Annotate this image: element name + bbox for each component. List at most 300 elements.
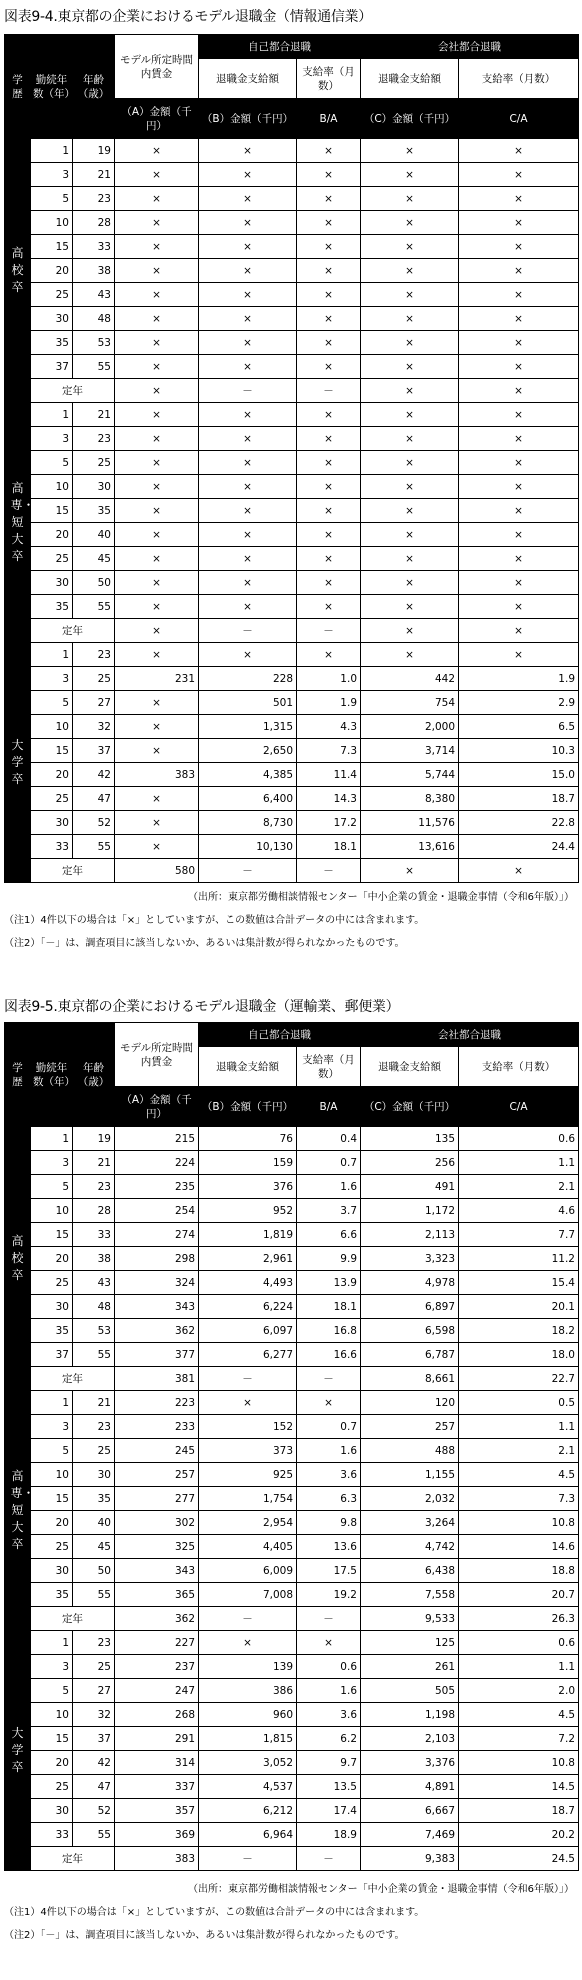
years-cell: 35 <box>31 595 73 619</box>
years-cell: 15 <box>31 499 73 523</box>
teinen-label: 定年 <box>31 859 115 883</box>
age-cell: 27 <box>73 1679 115 1703</box>
kaisha-amount-cell: × <box>361 859 459 883</box>
header-kaisha: 会社都合退職 <box>361 35 579 59</box>
table-row <box>5 283 579 307</box>
age-cell: 28 <box>73 211 115 235</box>
kaisha-amount-cell: × <box>361 403 459 427</box>
jiko-rate-cell: 4.3 <box>297 715 361 739</box>
kaisha-rate-cell: 24.4 <box>459 835 579 859</box>
kaisha-amount-cell: 13,616 <box>361 835 459 859</box>
kaisha-amount-cell: 8,380 <box>361 787 459 811</box>
education-label <box>5 139 31 403</box>
jiko-rate-cell: 9.7 <box>297 1751 361 1775</box>
model-pay-cell: 223 <box>115 1391 199 1415</box>
kaisha-rate-cell: 20.1 <box>459 1295 579 1319</box>
jiko-rate-cell: 17.4 <box>297 1799 361 1823</box>
kaisha-amount-cell: 1,155 <box>361 1463 459 1487</box>
jiko-rate-cell: × <box>297 547 361 571</box>
years-cell: 30 <box>31 811 73 835</box>
kaisha-rate-cell: 18.7 <box>459 787 579 811</box>
kaisha-amount-cell: 1,198 <box>361 1703 459 1727</box>
header-model-pay: モデル所定時間内賃金 <box>115 35 199 99</box>
kaisha-rate-cell: × <box>459 331 579 355</box>
kaisha-rate-cell: 26.3 <box>459 1607 579 1631</box>
model-pay-cell: × <box>115 427 199 451</box>
kaisha-rate-cell: 1.9 <box>459 667 579 691</box>
jiko-amount-cell: 8,730 <box>199 811 297 835</box>
table-row <box>5 1175 579 1199</box>
table-row <box>5 571 579 595</box>
kaisha-amount-cell: 3,714 <box>361 739 459 763</box>
jiko-rate-cell: × <box>297 499 361 523</box>
jiko-amount-cell: 228 <box>199 667 297 691</box>
years-cell: 10 <box>31 1463 73 1487</box>
kaisha-amount-cell: 505 <box>361 1679 459 1703</box>
kaisha-rate-cell: 24.5 <box>459 1847 579 1871</box>
kaisha-amount-cell: 7,469 <box>361 1823 459 1847</box>
kaisha-rate-cell: × <box>459 187 579 211</box>
jiko-amount-cell: 6,009 <box>199 1559 297 1583</box>
kaisha-rate-cell: 18.8 <box>459 1559 579 1583</box>
years-cell: 25 <box>31 1535 73 1559</box>
jiko-rate-cell: 18.1 <box>297 835 361 859</box>
jiko-amount-cell: 4,405 <box>199 1535 297 1559</box>
model-pay-cell: × <box>115 643 199 667</box>
jiko-rate-cell: － <box>297 859 361 883</box>
model-pay-cell: × <box>115 355 199 379</box>
table-row <box>5 403 579 427</box>
kaisha-amount-cell: × <box>361 523 459 547</box>
age-cell: 48 <box>73 1295 115 1319</box>
header-years: 勤続年数（年） <box>31 1023 73 1127</box>
age-cell: 55 <box>73 835 115 859</box>
table-row <box>5 187 579 211</box>
kaisha-amount-cell: 2,113 <box>361 1223 459 1247</box>
model-pay-cell: × <box>115 715 199 739</box>
header-a: （A）金額（千円） <box>115 99 199 139</box>
kaisha-rate-cell: × <box>459 259 579 283</box>
kaisha-rate-cell: 18.0 <box>459 1343 579 1367</box>
jiko-rate-cell: × <box>297 355 361 379</box>
kaisha-rate-cell: 22.7 <box>459 1367 579 1391</box>
jiko-rate-cell: × <box>297 1391 361 1415</box>
jiko-amount-cell: 4,493 <box>199 1271 297 1295</box>
model-pay-cell: 381 <box>115 1367 199 1391</box>
table-row <box>5 1535 579 1559</box>
table-row <box>5 1223 579 1247</box>
age-cell: 21 <box>73 1151 115 1175</box>
model-pay-cell: 343 <box>115 1559 199 1583</box>
kaisha-rate-cell: 18.2 <box>459 1319 579 1343</box>
jiko-rate-cell: 13.6 <box>297 1535 361 1559</box>
age-cell: 23 <box>73 427 115 451</box>
jiko-rate-cell: 9.9 <box>297 1247 361 1271</box>
education-label <box>5 1391 35 1631</box>
jiko-amount-cell: 6,224 <box>199 1295 297 1319</box>
kaisha-amount-cell: × <box>361 211 459 235</box>
kaisha-rate-cell: 0.6 <box>459 1631 579 1655</box>
model-pay-cell: 357 <box>115 1799 199 1823</box>
kaisha-amount-cell: × <box>361 379 459 403</box>
kaisha-amount-cell: 257 <box>361 1415 459 1439</box>
jiko-rate-cell: × <box>297 571 361 595</box>
table-row <box>5 235 579 259</box>
kaisha-amount-cell: 135 <box>361 1127 459 1151</box>
table-row <box>5 355 579 379</box>
kaisha-amount-cell: × <box>361 595 459 619</box>
table-row <box>5 1511 579 1535</box>
table-row-teinen <box>5 1607 579 1631</box>
kaisha-amount-cell: × <box>361 451 459 475</box>
jiko-rate-cell: × <box>297 187 361 211</box>
header-jiko: 自己都合退職 <box>199 1023 361 1047</box>
age-cell: 40 <box>73 523 115 547</box>
years-cell: 30 <box>31 1799 73 1823</box>
retirement-table-transport <box>4 1022 579 1871</box>
jiko-rate-cell: × <box>297 451 361 475</box>
table-row <box>5 787 579 811</box>
header-kaisha-amt: 退職金支給額 <box>361 1047 459 1087</box>
kaisha-rate-cell: 0.6 <box>459 1127 579 1151</box>
years-cell: 25 <box>31 787 73 811</box>
kaisha-rate-cell: × <box>459 307 579 331</box>
header-years: 勤続年数（年） <box>31 35 73 139</box>
years-cell: 3 <box>31 427 73 451</box>
kaisha-amount-cell: 9,533 <box>361 1607 459 1631</box>
table-row <box>5 1799 579 1823</box>
jiko-rate-cell: 1.6 <box>297 1175 361 1199</box>
header-model-pay: モデル所定時間内賃金 <box>115 1023 199 1087</box>
age-cell: 42 <box>73 763 115 787</box>
header-jiko-rate: 支給率（月数） <box>297 1047 361 1087</box>
years-cell: 1 <box>31 139 73 163</box>
age-cell: 55 <box>73 1343 115 1367</box>
table-title: 図表9-4.東京都の企業におけるモデル退職金（情報通信業） <box>4 9 372 25</box>
kaisha-rate-cell: × <box>459 211 579 235</box>
kaisha-amount-cell: 3,264 <box>361 1511 459 1535</box>
jiko-rate-cell: 18.1 <box>297 1295 361 1319</box>
kaisha-amount-cell: 7,558 <box>361 1583 459 1607</box>
kaisha-amount-cell: × <box>361 571 459 595</box>
years-cell: 33 <box>31 1823 73 1847</box>
age-cell: 21 <box>73 1391 115 1415</box>
age-cell: 27 <box>73 691 115 715</box>
years-cell: 3 <box>31 163 73 187</box>
header-ba: B/A <box>297 1087 361 1127</box>
jiko-amount-cell: 10,130 <box>199 835 297 859</box>
jiko-amount-cell: 2,954 <box>199 1511 297 1535</box>
kaisha-amount-cell: × <box>361 139 459 163</box>
kaisha-amount-cell: 120 <box>361 1391 459 1415</box>
model-pay-cell: × <box>115 787 199 811</box>
jiko-amount-cell: × <box>199 475 297 499</box>
kaisha-amount-cell: 5,744 <box>361 763 459 787</box>
kaisha-amount-cell: 3,376 <box>361 1751 459 1775</box>
jiko-rate-cell: － <box>297 1847 361 1871</box>
kaisha-amount-cell: × <box>361 427 459 451</box>
retirement-table-ict <box>4 34 579 883</box>
jiko-amount-cell: 139 <box>199 1655 297 1679</box>
years-cell: 5 <box>31 1679 73 1703</box>
years-cell: 10 <box>31 211 73 235</box>
jiko-amount-cell: × <box>199 403 297 427</box>
source-note: （出所：東京都労働相談情報センター「中小企業の賃金・退職金事情（令和6年版）」） <box>188 892 574 903</box>
footnote-1: （注1）4件以下の場合は「×」としていますが、この数値は合計データの中には含まれます。 <box>4 915 425 926</box>
jiko-amount-cell: × <box>199 427 297 451</box>
jiko-amount-cell: 152 <box>199 1415 297 1439</box>
jiko-rate-cell: 6.6 <box>297 1223 361 1247</box>
years-cell: 20 <box>31 1511 73 1535</box>
kaisha-rate-cell: 0.5 <box>459 1391 579 1415</box>
education-text: 大学卒 <box>11 1726 24 1774</box>
jiko-amount-cell: 159 <box>199 1151 297 1175</box>
jiko-rate-cell: 16.8 <box>297 1319 361 1343</box>
jiko-amount-cell: × <box>199 211 297 235</box>
years-cell: 35 <box>31 331 73 355</box>
kaisha-amount-cell: 8,661 <box>361 1367 459 1391</box>
kaisha-amount-cell: 6,598 <box>361 1319 459 1343</box>
years-cell: 20 <box>31 1247 73 1271</box>
kaisha-rate-cell: × <box>459 139 579 163</box>
years-cell: 25 <box>31 283 73 307</box>
jiko-rate-cell: 3.7 <box>297 1199 361 1223</box>
jiko-rate-cell: × <box>297 139 361 163</box>
kaisha-rate-cell: × <box>459 523 579 547</box>
table-row <box>5 667 579 691</box>
years-cell: 37 <box>31 1343 73 1367</box>
kaisha-amount-cell: 125 <box>361 1631 459 1655</box>
age-cell: 30 <box>73 1463 115 1487</box>
header-ca: C/A <box>459 1087 579 1127</box>
kaisha-amount-cell: 11,576 <box>361 811 459 835</box>
jiko-amount-cell: 386 <box>199 1679 297 1703</box>
kaisha-rate-cell: 20.2 <box>459 1823 579 1847</box>
kaisha-rate-cell: 1.1 <box>459 1151 579 1175</box>
jiko-amount-cell: × <box>199 451 297 475</box>
model-pay-cell: 254 <box>115 1199 199 1223</box>
model-pay-cell: 257 <box>115 1463 199 1487</box>
kaisha-rate-cell: 10.3 <box>459 739 579 763</box>
kaisha-amount-cell: × <box>361 259 459 283</box>
table-row <box>5 1655 579 1679</box>
model-pay-cell: 362 <box>115 1607 199 1631</box>
kaisha-rate-cell: × <box>459 355 579 379</box>
jiko-amount-cell: × <box>199 523 297 547</box>
age-cell: 53 <box>73 1319 115 1343</box>
model-pay-cell: 324 <box>115 1271 199 1295</box>
table-row <box>5 1559 579 1583</box>
jiko-rate-cell: 6.2 <box>297 1727 361 1751</box>
years-cell: 30 <box>31 1559 73 1583</box>
jiko-amount-cell: 376 <box>199 1175 297 1199</box>
years-cell: 15 <box>31 739 73 763</box>
age-cell: 55 <box>73 1823 115 1847</box>
model-pay-cell: × <box>115 211 199 235</box>
model-pay-cell: × <box>115 571 199 595</box>
education-label <box>5 1127 31 1391</box>
jiko-rate-cell: 18.9 <box>297 1823 361 1847</box>
header-jiko: 自己都合退職 <box>199 35 361 59</box>
table-row <box>5 1751 579 1775</box>
jiko-amount-cell: 4,537 <box>199 1775 297 1799</box>
model-pay-cell: 580 <box>115 859 199 883</box>
age-cell: 23 <box>73 187 115 211</box>
header-jiko-amt: 退職金支給額 <box>199 59 297 99</box>
table-row <box>5 1199 579 1223</box>
years-cell: 1 <box>31 1391 73 1415</box>
jiko-amount-cell: － <box>199 619 297 643</box>
table-row <box>5 163 579 187</box>
model-pay-cell: 268 <box>115 1703 199 1727</box>
kaisha-rate-cell: 14.5 <box>459 1775 579 1799</box>
years-cell: 25 <box>31 547 73 571</box>
table-row <box>5 1823 579 1847</box>
model-pay-cell: 237 <box>115 1655 199 1679</box>
table-row-teinen <box>5 619 579 643</box>
model-pay-cell: 224 <box>115 1151 199 1175</box>
jiko-rate-cell: 16.6 <box>297 1343 361 1367</box>
jiko-rate-cell: 19.2 <box>297 1583 361 1607</box>
jiko-rate-cell: 0.7 <box>297 1151 361 1175</box>
jiko-amount-cell: × <box>199 1391 297 1415</box>
years-cell: 30 <box>31 1295 73 1319</box>
table-row-teinen <box>5 379 579 403</box>
table-row <box>5 1487 579 1511</box>
kaisha-rate-cell: 4.5 <box>459 1463 579 1487</box>
table-row <box>5 1319 579 1343</box>
table-row <box>5 499 579 523</box>
years-cell: 10 <box>31 715 73 739</box>
header-c: （C）金額（千円） <box>361 99 459 139</box>
header-kaisha-rate: 支給率（月数） <box>459 59 579 99</box>
age-cell: 19 <box>73 1127 115 1151</box>
jiko-rate-cell: × <box>297 523 361 547</box>
kaisha-amount-cell: × <box>361 235 459 259</box>
jiko-rate-cell: × <box>297 1631 361 1655</box>
teinen-label: 定年 <box>31 1367 115 1391</box>
kaisha-rate-cell: 10.8 <box>459 1751 579 1775</box>
jiko-rate-cell: － <box>297 619 361 643</box>
jiko-rate-cell: 13.5 <box>297 1775 361 1799</box>
jiko-rate-cell: 9.8 <box>297 1511 361 1535</box>
age-cell: 33 <box>73 235 115 259</box>
kaisha-amount-cell: × <box>361 187 459 211</box>
kaisha-amount-cell: × <box>361 163 459 187</box>
kaisha-amount-cell: 6,438 <box>361 1559 459 1583</box>
age-cell: 25 <box>73 1439 115 1463</box>
age-cell: 23 <box>73 1631 115 1655</box>
age-cell: 33 <box>73 1223 115 1247</box>
table-row-teinen <box>5 1367 579 1391</box>
header-edu: 学歴 <box>5 35 31 139</box>
age-cell: 45 <box>73 1535 115 1559</box>
years-cell: 35 <box>31 1319 73 1343</box>
kaisha-rate-cell: 22.8 <box>459 811 579 835</box>
table-row <box>5 763 579 787</box>
years-cell: 35 <box>31 1583 73 1607</box>
jiko-rate-cell: 0.7 <box>297 1415 361 1439</box>
kaisha-rate-cell: × <box>459 595 579 619</box>
footnote-2: （注2）「－」は、調査項目に該当しないか、あるいは集計数が得られなかったものです。 <box>4 1930 405 1941</box>
age-cell: 37 <box>73 1727 115 1751</box>
table-row <box>5 1127 579 1151</box>
age-cell: 50 <box>73 1559 115 1583</box>
model-pay-cell: × <box>115 331 199 355</box>
kaisha-rate-cell: × <box>459 163 579 187</box>
table-row <box>5 1439 579 1463</box>
age-cell: 19 <box>73 139 115 163</box>
table-row <box>5 1391 579 1415</box>
model-pay-cell: 302 <box>115 1511 199 1535</box>
kaisha-amount-cell: × <box>361 475 459 499</box>
kaisha-rate-cell: × <box>459 859 579 883</box>
years-cell: 15 <box>31 1487 73 1511</box>
header-kaisha-amt: 退職金支給額 <box>361 59 459 99</box>
model-pay-cell: 277 <box>115 1487 199 1511</box>
model-pay-cell: 343 <box>115 1295 199 1319</box>
kaisha-amount-cell: 6,667 <box>361 1799 459 1823</box>
kaisha-rate-cell: 15.0 <box>459 763 579 787</box>
age-cell: 43 <box>73 1271 115 1295</box>
kaisha-rate-cell: 6.5 <box>459 715 579 739</box>
model-pay-cell: 377 <box>115 1343 199 1367</box>
years-cell: 1 <box>31 403 73 427</box>
jiko-amount-cell: × <box>199 283 297 307</box>
kaisha-rate-cell: 7.3 <box>459 1487 579 1511</box>
jiko-amount-cell: × <box>199 235 297 259</box>
education-label <box>5 403 35 643</box>
kaisha-rate-cell: × <box>459 475 579 499</box>
age-cell: 35 <box>73 499 115 523</box>
age-cell: 43 <box>73 283 115 307</box>
jiko-amount-cell: × <box>199 307 297 331</box>
table-row-teinen <box>5 1847 579 1871</box>
table-row <box>5 139 579 163</box>
table-row <box>5 451 579 475</box>
jiko-amount-cell: × <box>199 547 297 571</box>
teinen-label: 定年 <box>31 619 115 643</box>
teinen-label: 定年 <box>31 1847 115 1871</box>
header-edu: 学歴 <box>5 1023 31 1127</box>
kaisha-rate-cell: 14.6 <box>459 1535 579 1559</box>
kaisha-amount-cell: 2,103 <box>361 1727 459 1751</box>
jiko-rate-cell: 1.6 <box>297 1679 361 1703</box>
jiko-rate-cell: 17.5 <box>297 1559 361 1583</box>
years-cell: 3 <box>31 667 73 691</box>
jiko-rate-cell: 6.3 <box>297 1487 361 1511</box>
header-jiko-rate: 支給率（月数） <box>297 59 361 99</box>
kaisha-rate-cell: 2.1 <box>459 1175 579 1199</box>
table-row <box>5 1271 579 1295</box>
model-pay-cell: × <box>115 691 199 715</box>
jiko-amount-cell: 925 <box>199 1463 297 1487</box>
header-b: （B）金額（千円） <box>199 99 297 139</box>
table-row <box>5 1463 579 1487</box>
age-cell: 47 <box>73 787 115 811</box>
age-cell: 23 <box>73 1175 115 1199</box>
table-row <box>5 811 579 835</box>
model-pay-cell: × <box>115 307 199 331</box>
kaisha-rate-cell: × <box>459 379 579 403</box>
header-kaisha: 会社都合退職 <box>361 1023 579 1047</box>
table-row <box>5 427 579 451</box>
jiko-amount-cell: 1,819 <box>199 1223 297 1247</box>
kaisha-amount-cell: 442 <box>361 667 459 691</box>
kaisha-amount-cell: 2,000 <box>361 715 459 739</box>
jiko-rate-cell: 1.0 <box>297 667 361 691</box>
model-pay-cell: × <box>115 475 199 499</box>
